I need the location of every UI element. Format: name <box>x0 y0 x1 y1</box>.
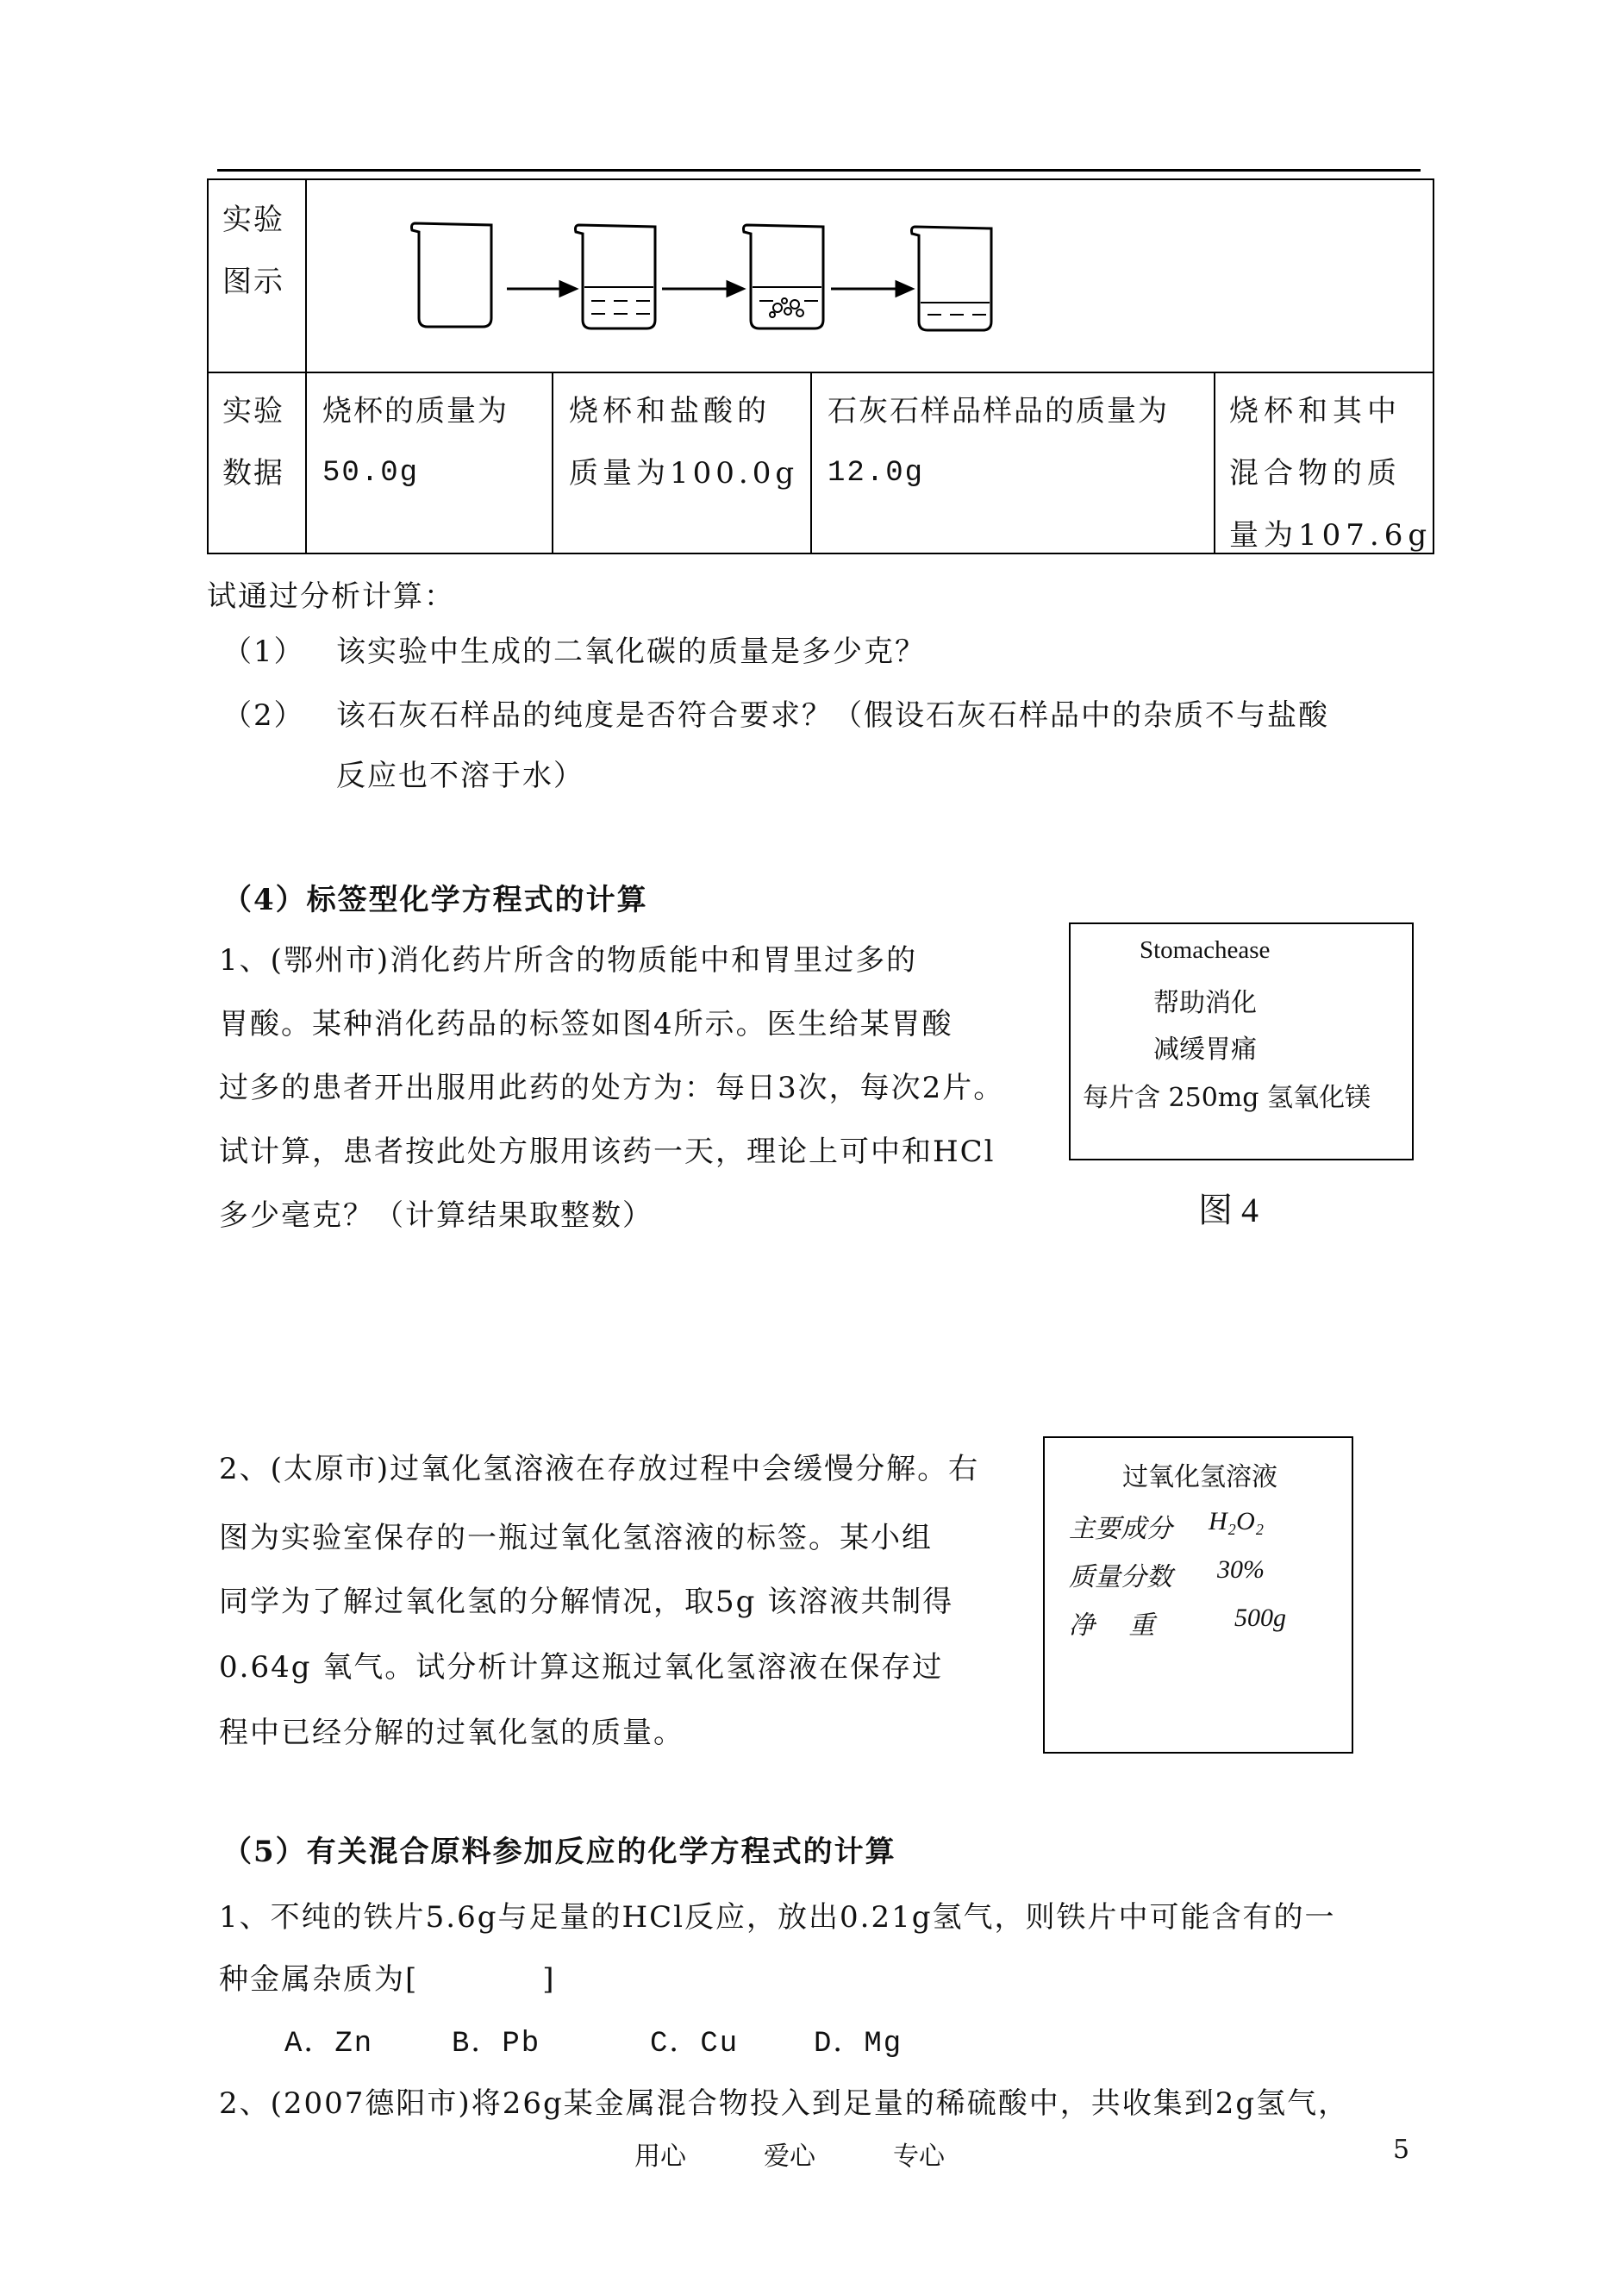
section-5-question-1-cont: 种金属杂质为[ ] <box>219 1962 556 1997</box>
footer-motto: 用心 爱心 专心 <box>634 2142 945 2172</box>
table-divider <box>305 180 307 553</box>
table-divider <box>552 372 553 553</box>
question-1-number: （1） <box>222 635 305 669</box>
beaker-icon <box>744 225 824 328</box>
section-5-title: （5）有关混合原料参加反应的化学方程式的计算 <box>222 1835 896 1869</box>
option-d: D．Mg <box>814 2028 903 2060</box>
option-b: B．Pb <box>452 2028 541 2060</box>
question-intro: 试通过分析计算： <box>207 579 455 614</box>
hydrogen-peroxide-label: 过氧化氢溶液 主要成分 H₂O₂ 质量分数 30% 净 重 500g <box>1043 1436 1353 1754</box>
beaker-diagram <box>407 215 1234 344</box>
table-divider <box>1214 372 1215 553</box>
section-4-title: （4）标签型化学方程式的计算 <box>222 883 648 917</box>
table-divider <box>810 372 812 553</box>
question-2-text: 该石灰石样品的纯度是否符合要求？（假设石灰石样品中的杂质不与盐酸 <box>336 698 1329 733</box>
row-label-diagram: 实验 图示 <box>222 203 284 299</box>
beaker-icon <box>412 223 492 327</box>
data-cell-acid: 烧杯和盐酸的 质量为100.0g <box>569 394 799 491</box>
row-label-data: 实验 数据 <box>222 394 284 491</box>
option-a: A．Zn <box>284 2028 374 2060</box>
header-rule <box>217 169 1421 172</box>
option-c: C．Cu <box>650 2028 740 2060</box>
page-number: 5 <box>1393 2135 1410 2165</box>
experiment-table <box>207 178 1434 554</box>
figure-4-caption: 图 4 <box>1198 1191 1259 1229</box>
table-divider <box>209 372 1433 373</box>
question-2-number: （2） <box>222 698 305 733</box>
section-5-question-2: 2、(2007德阳市)将26g某金属混合物投入到足量的稀硫酸中，共收集到2g氢气， <box>219 2086 1350 2121</box>
section-5-question-1: 1、不纯的铁片5.6g与足量的HCl反应，放出0.21g氢气，则铁片中可能含有的一 <box>219 1900 1336 1935</box>
question-1-text: 该实验中生成的二氧化碳的质量是多少克？ <box>336 635 926 669</box>
data-cell-sample: 石灰石样品样品的质量为 12.0g <box>828 394 1169 490</box>
data-cell-mixture: 烧杯和其中 混合物的质 量为107.6g <box>1229 394 1433 553</box>
data-cell-beaker: 烧杯的质量为 50.0g <box>322 394 509 490</box>
medicine-label: Stomachease 帮助消化 减缓胃痛 每片含 250mg 氢氧化镁 <box>1069 922 1414 1160</box>
question-2-text-cont: 反应也不溶于水） <box>336 759 584 793</box>
